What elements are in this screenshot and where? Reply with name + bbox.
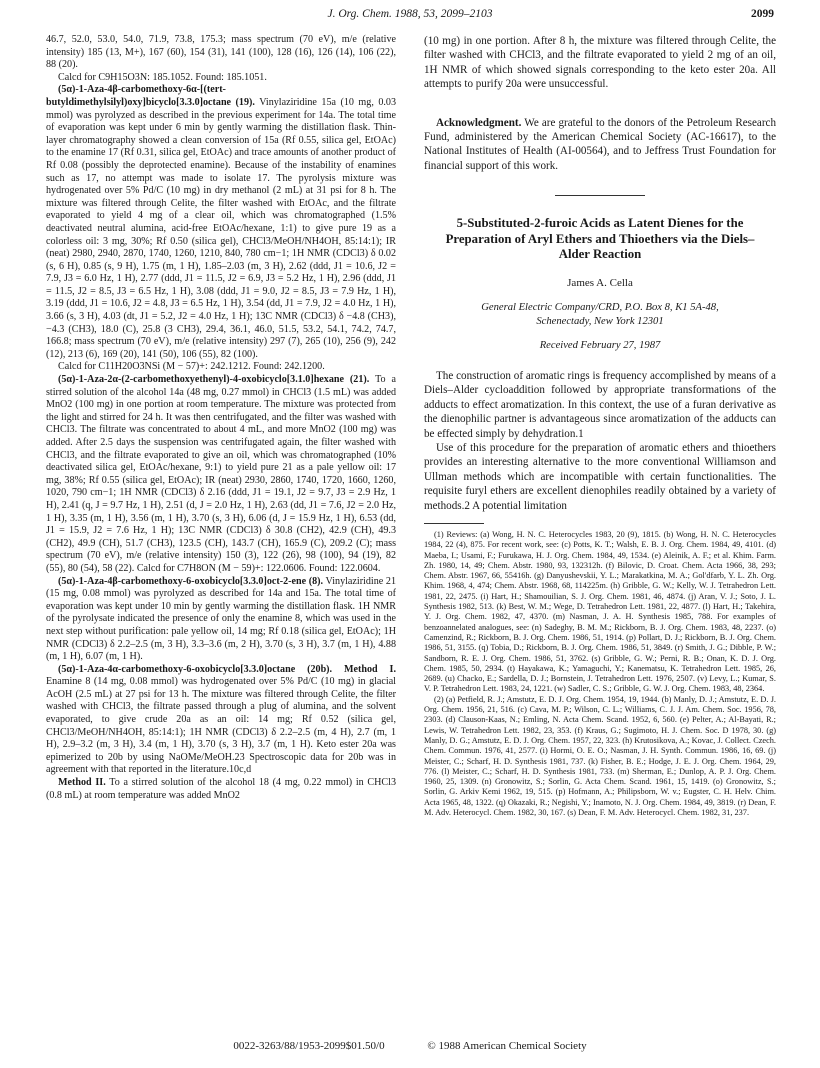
acknowledgment [424, 116, 776, 174]
section-divider [555, 195, 645, 196]
compound-8-title: (5α)-1-Aza-4β-carbomethoxy-6-oxobicyclo[3.3.0]oct-2-ene (8). [58, 575, 324, 587]
reference-1: (1) Reviews: (a) Wong, H. N. C. Heterocycles 1983, 20 (9), 1815. (b) Wong, H. N. C. Heterocycles 1984, 22 (4), 875. For recent work, see: (c) Potts, K. T.; Walsh, E. B. J. Org. Chem. 1984, 49, 4101. (d) Maeba, I.; Usami, F.; Furukawa, H. J. Org. Chem. 1984, 49, 1534. (e) Aleinik, A. F.; et al. Khim. Farm. Zh. 1980, 14, 49; Chem. Abstr. 1980, 93, 132312h. (f) Bilovic, D. Croat. Chem. Acta 1966, 38, 293; Chem. Abstr. 1967, 66, 55416h. (g) Danyushevskii, Y. L.; Marakatkina, M. A.; Gol'dfarb, Y. L. Zh. Org. Khim. 1968, 4, 474; Chem. Abstr. 1968, 68, 114225m. (h) Gribble, G. W.; Kelly, W. J. Tetrahedron Lett. 1981, 22, 2475. (i) Hart, H.; Shamouilian, S. J. Org. Chem. 1981, 46, 4874. (j) Aran, V. J.; Soto, J. L. Synthesis 1982, 513. (k) Best, W. M.; Wege, D. Tetrahedron Lett. 1981, 22, 4877. (l) Hart, H.; Takehira, Y. J. Org. Chem. 1982, 47, 4370. (m) Nasman, J. A. H. Synthesis 1985, 788. For examples of benzoannelated analogues, see: (n) Sadeghy, B. M. M.; Rickborn, B. J. Org. Chem. 1983, 48, 2237. (o) Camenzind, R.; Rickborn, B. J. Org. Chem. 1986, 51, 1914. (p) Pollart, D. J.; Rickborn, B. J. Org. Chem. 1986, 51, 3155. (q) Tobia, D.; Rickborn, B. J. Org. Chem. 1986, 51, 3849. (r) Smith, J. G.; Dibble, P. W.; Sandborn, R. E. J. Org. Chem. 1986, 51, 3762. (s) Gribble, G. W.; Perni, R. B.; Onan, K. D. J. Org. Chem. 1985, 50, 2934. (t) Hayakawa, K.; Yamaguchi, Y.; Kanematsu, K. Tetrahedron Lett. 1985, 26, 2689. (u) Chacko, E.; Sardella, D. J.; Bornstein, J. Tetrahedron Lett. 1976, 2507. (v) Levy, L.; Kumar, S. V. P. Tetrahedron Lett. 1983, 24, 1221. (w) Sadler, C. S.; Gribble, G. W. J. Org. Chem. 1983, 48, 2364. [424, 530, 776, 694]
compound-19-entry [46, 84, 396, 361]
left-column [46, 34, 396, 802]
intro-paragraph-2: Use of this procedure for the preparation of aromatic ethers and thioethers provides an interesting alternative to the more conventional Williamson and Ullman methods which are incompatible with certain functionalities. The requisite furyl ethers are excellent dienophiles readily obtained by a variety of methods.2 A potential limitation [424, 441, 776, 512]
page-footer [46, 1040, 774, 1052]
copyright-notice: © 1988 American Chemical Society [427, 1040, 587, 1052]
affiliation-line-2: Schenectady, New York 12301 [536, 315, 664, 327]
compound-19-title: (5α)-1-Aza-4β-carbomethoxy-6α-[(tert-butyldimethylsilyl)oxy]bicyclo[3.3.0]octane (19). [46, 84, 255, 108]
compound-21-text: To a stirred solution of the alcohol 14a (48 mg, 0.27 mmol) in CHCl3 (1.5 mL) was added MnO2 (100 mg) in one portion at room temperature. The mixture was protected from the light and stirred for 24 h. It was then centrifugated, and the filter was washed with CHCl3. The filtrate was concentrated to about 4 mL, and more MnO2 (100 mg) was added. After 2.5 days the suspension was centrifugated again, the filter washed with CHCl3, and the filtrate evaporated to give an oil, which was chromatographed (10% deactivated silica gel, EtOAc/hexane, 9:1) to yield pure 21 as a pale yellow oil: 17 mg, 38%; Rf 0.55 (silica gel, EtOAc); IR (neat) 2930, 2860, 1740, 1720, 1660, 1260, 1020, 790 cm−1; 1H NMR (CDCl3) δ 2.16 (ddd, J1 = 19.1, J2 = 9.7, J3 = 2.9 Hz, 1 H), 2.41 (q, J = 9.7 Hz, 1 H), 2.51 (d, J = 2.0 Hz, 1 H), 2.63 (dd, J1 = 7.6, J2 = 2.0 Hz, 1 H), 3.35 (m, 1 H), 3.56 (m, 1 H), 3.70 (s, 3 H), 6.06 (d, J = 15.9 Hz, 1 H), 6.53 (dd, J1 = 15.9, J2 = 7.6 Hz, 1 H); 13C NMR (CDCl3) δ 30.8 (CH2), 42.9 (CH), 49.3 (CH2), 49.9 (CH), 51.7 (CH3), 123.5 (CH), 143.7 (CH), 165.9 (C), 209.2 (C); mass spectrum (70 eV), m/e (relative intensity) 150 (3), 122 (26), 98 (100), 94 (19), 82 (55), 80 (54), 58 (22). Calcd for C7H8ON (M − 59)+: 122.0606. Found: 122.0604. [46, 374, 397, 574]
intro-paragraph-1: The construction of aromatic rings is frequency accomplished by means of a Diels–Alder cycloaddition followed by appropriate transformations of the adducts to effect aromatization. In this context, the use of a furan derivative as the dienophilic partner is advantageous since aromatization of the adducts can be effected simply by dehydration.1 [424, 369, 776, 440]
calcd-line: Calcd for C9H15O3N: 185.1052. Found: 185.1051. [58, 71, 267, 83]
affiliation-line-1: General Electric Company/CRD, P.O. Box 8, K1 5A-48, [481, 302, 719, 314]
compound-8-entry [46, 576, 396, 664]
compound-20b-text: Enamine 8 (14 mg, 0.08 mmol) was hydrogenated over 5% Pd/C (10 mg) in glacial AcOH (2.5 mL) at 27 psi for 13 h. The mixture was filtered through Celite, the filter washed with CHCl3, the filtrate passed through a plug of alumina, and the solvent evaporated, to give crude 20a as an oil: 14 mg; Rf 0.52 (silica gel, CHCl3/MeOH/NH4OH, 85:14:1); 1H NMR (CDCl3) δ 2.2–2.5 (m, 4 H), 2.7 (m, 1 H), 2.9–3.2 (m, 3 H), 3.4 (m, 1 H), 3.70 (s, 3 H), 3.7 (m, 1 H). Keto ester 20a was epimerized to 20b by using NaOMe/MeOH.23 Spectroscopic data for 20b was in agreement with that reported in the literature.10c,d [46, 676, 396, 776]
page-number: 2099 [751, 8, 774, 20]
running-header [46, 8, 774, 24]
method-2-continuation: (10 mg) in one portion. After 8 h, the mixture was filtered through Celite, the filter washed with CHCl3, and the filtrate evaporated to yield 2 mg of an oil, 1H NMR of which showed signals corresponding to the keto ester 20a. All attempts to purify 20a were unsuccessful. [424, 35, 776, 91]
right-column [424, 34, 776, 818]
compound-8-text: Vinylaziridine 21 (15 mg, 0.08 mmol) was pyrolyzed as described for 14a and 15a. The total time of evaporation was kept under 10 min by gently warming the distillation flask. 1H NMR of the pyrolysate indicated the presence of only the enamine 8, which was used in the next step without purification: pale yellow oil, 14 mg; Rf 0.18 (silica gel, EtOAc); 1H NMR (CDCl3) δ 2.2–2.5 (m, 3 H), 3.3–3.6 (m, 2 H), 3.70 (s, 3 H), 3.7 (m, 1 H), 4.88 (m, 1 H), 6.07 (m, 1 H). [46, 575, 397, 663]
compound-20b-title: (5α)-1-Aza-4α-carbomethoxy-6-oxobicyclo[3.3.0]octane (20b). Method I. [58, 663, 396, 675]
footnote-divider [424, 523, 484, 524]
acknowledgment-title: Acknowledgment. [436, 116, 522, 129]
method-2-text: To a stirred solution of the alcohol 18 (4 mg, 0.22 mmol) in CHCl3 (0.8 mL) at room temperature was added MnO2 [46, 777, 396, 801]
article-title: 5-Substituted-2-furoic Acids as Latent Dienes for the Preparation of Aryl Ethers and Thioethers via the Diels–Alder Reaction [445, 216, 755, 262]
spectrum-continuation: 46.7, 52.0, 53.0, 54.0, 71.9, 73.8, 175.3; mass spectrum (70 eV), m/e (relative intensity) 185 (13, M+), 167 (60), 154 (31), 141 (100), 128 (16), 126 (14), 106 (22), 88 (20). [46, 34, 396, 71]
compound-20b-entry [46, 664, 396, 777]
journal-citation: J. Org. Chem. 1988, 53, 2099–2103 [327, 8, 493, 20]
affiliation [424, 301, 776, 328]
compound-19-text: Vinylaziridine 15a (10 mg, 0.03 mmol) was pyrolyzed as described in the previous experiment for 14a. The total time of evaporation was kept under 6 min by gently warming the distillation flask. Thin-layer chromatography showed a clean conversion of 15a (Rf 0.55, silica gel, EtOAc) to the enamine 17 (Rf 0.31, silica gel, EtOAc) and trace amounts of another product of Rf 0.08 (possibly the deprotected enamine). Because of the instability of enamines such as 17, no attempt was made to isolate 17. The pyrolysis mixture was hydrogenated over 5% Pd/C (10 mg) in dry methanol (2 mL) at 31 psi for 8 h. The mixture was filtered through Celite, the filter washed with EtOAc, and the filtrate evaporated to yield 4 mg of a clear oil, which was chromatographed (1.5% deactivated neutral alumina, acid-free EtOAc/hexane, 1:1) to give pure 19 as a colorless oil: 3 mg, 30%; Rf 0.50 (silica gel), CHCl3/MeOH/NH4OH, 85:14:1); IR (neat) 2980, 2940, 2870, 1740, 1260, 1210, 840, 780 cm−1; 1H NMR (CDCl3) δ 0.02 (s, 6 H), 0.85 (s, 9 H), 1.75 (m, 1 H), 1.85–2.03 (m, 3 H), 2.62 (ddd, J1 = 10.6, J2 = 7.9, J3 = 6.0 Hz, 1 H), 2.77 (ddd, J1 = 11.5, J2 = 6.9, J3 = 5.2 Hz, 1 H), 2.96 (ddd, J1 = 11.5, J2 = 8.5, J3 = 6.5 Hz, 1 H), 3.08 (ddd, J1 = 9.0, J2 = 8.5, J3 = 7.9 Hz, 1 H), 3.19 (ddd, J1 = 10.6, J2 = 4.8, J3 = 6.5 Hz, 1 H), 3.54 (dd, J1 = 7.9, J2 = 4.0 Hz, 1 H), 3.66 (s, 3 H), 4.03 (dt, J1 = 5.2, J2 = 4.0 Hz, 1 H); 13C NMR (CDCl3) δ −4.8 (CH3), −4.3 (CH3), 18.0 (C), 25.8 (3 CH3), 29.4, 36.1, 46.0, 51.5, 53.2, 54.1, 74.2, 74.7, 166.8; mass spectrum (70 eV), m/e (relative intensity) 297 (7), 265 (10), 256 (9), 242 (12), 213 (6), 169 (20), 141 (50), 106 (55), 82 (100). [46, 96, 397, 360]
method-2-title: Method II. [58, 777, 106, 789]
acknowledgment-text: We are grateful to the donors of the Petroleum Research Fund, administered by the American Chemical Society (AC-16617), to the National Institutes of Health (AI-00564), and to Jeffress Trust Foundation for financial support of this work. [424, 116, 776, 172]
reference-2: (2) (a) Petfield, R. J.; Amstutz, E. D. J. Org. Chem. 1954, 19, 1944. (b) Manly, D. J.; Amstutz, E. D. J. Org. Chem. 1956, 21, 516. (c) Cava, M. P.; Wilson, C. L.; Williams, C. J. J. Am. Chem. Soc. 1956, 78, 2303. (d) Clauson-Kaas, N.; Emling, N. Acta Chem. Scand. 1952, 6, 560. (e) Pelter, A.; Al-Bayati, R.; Lewis, W. Tetrahedron Lett. 1982, 23, 353. (f) Kraus, G.; Sugimoto, H. J. Chem. Soc. D 1978, 30. (g) Manly, D. G.; Amstutz, E. D. J. Org. Chem. 1957, 22, 323. (h) Krutosikova, A.; Kovac, J. Collect. Czech. Chem. Commun. 1976, 41, 2577. (i) Hormi, O. E. O.; Nasman, J. H. Synth. Commun. 1986, 16, 69. (j) Meister, C.; Scharf, H. D. Synthesis 1981, 737. (k) Fisher, B. E.; Hodge, J. E. J. Org. Chem. 1964, 29, 776. (l) Meister, C.; Scharf, H. D. Synthesis 1981, 733. (m) Sherman, E.; Dunlop, A. P. J. Org. Chem. 1960, 25, 1309. (n) Gronowitz, S.; Sorlin, G. Acta Chem. Scand. 1961, 15, 1419. (o) Gronowitz, S.; Sorlin, G. Arkiv Kemi 1962, 19, 515. (p) Hofmann, A.; Philipsborn, W. v.; Eugster, C. H. Helv. Chim. Acta 1965, 48, 1322. (q) Okazaki, R.; Negishi, Y.; Inamoto, N. J. Org. Chem. 1984, 49, 3819. (r) Dean, F. M. Adv. Heterocycl. Chem. 1982, 30, 167. (s) Dean, F. M. Adv. Heterocycl. Chem. 1982, 31, 237. [424, 694, 776, 818]
method-2-entry [46, 777, 396, 802]
received-date: Received February 27, 1987 [539, 340, 661, 352]
author: James A. Cella [567, 276, 633, 289]
compound-19-calcd: Calcd for C11H20O3NSi (M − 57)+: 242.1212. Found: 242.1200. [58, 361, 325, 373]
article-code: 0022-3263/88/1953-2099$01.50/0 [233, 1040, 385, 1052]
compound-21-entry [46, 374, 396, 576]
compound-21-title: (5α)-1-Aza-2α-(2-carbomethoxyethenyl)-4-oxobicyclo[3.1.0]hexane (21). [58, 374, 370, 386]
references [424, 530, 776, 818]
